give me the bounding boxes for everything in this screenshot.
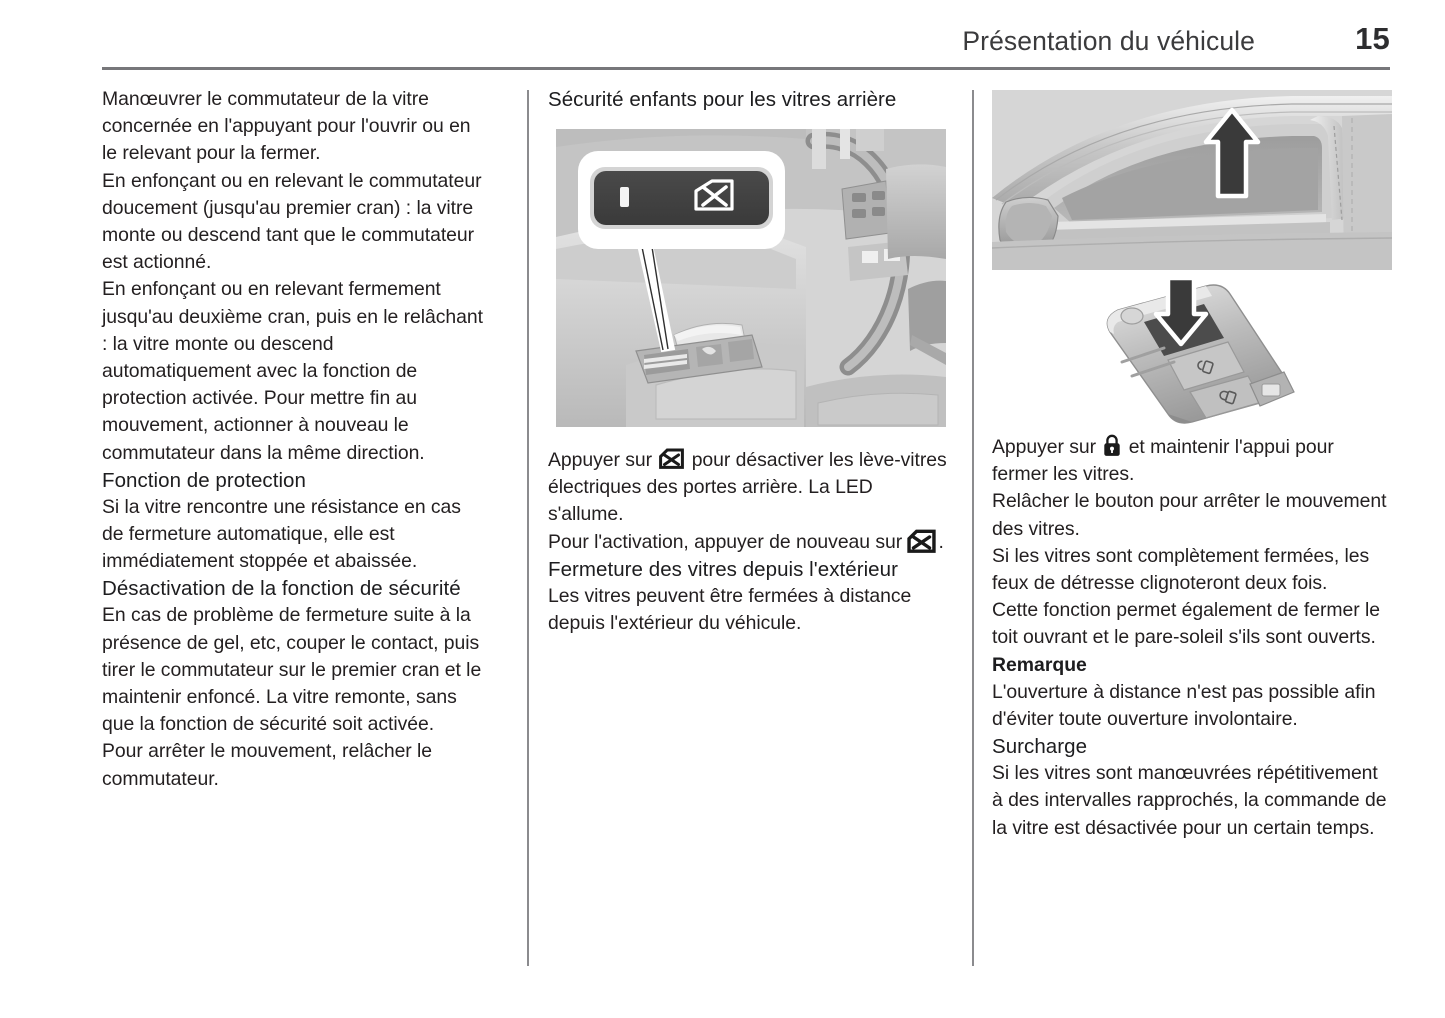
window-x-icon [907, 529, 936, 553]
text-before-lock-icon: Appuyer sur [992, 436, 1096, 458]
text-reactivation-period: . [938, 530, 944, 553]
paragraph-fermeture-exterieur: Les vitres peuvent être fermées à distance depuis l'extérieur du véhicule. [548, 584, 912, 635]
paragraph-lock-button [992, 434, 1392, 488]
column-middle [548, 86, 948, 637]
figure-spacer [548, 427, 948, 447]
paragraph-release-button: Relâcher le bouton pour arrêter le mouvement des vitres. [992, 490, 1387, 540]
text-reactivation: Pour l'activation, appuyer de nouveau sur [548, 530, 903, 553]
door-panel-switch-figure [556, 129, 946, 427]
page-header [102, 21, 1390, 72]
page-title: Présentation du véhicule [962, 26, 1255, 56]
note-body: L'ouverture à distance n'est pas possible afin d'éviter toute ouverture involontaire. [992, 680, 1376, 731]
heading-surcharge: Surcharge [992, 735, 1088, 759]
page-number: 15 [1355, 21, 1390, 56]
text-after-window-x-icon: pour désactiver les lève-vitres électriques des portes arrière. La LED s'allume. [548, 449, 947, 526]
heading-fermeture-exterieur: Fermeture des vitres depuis l'extérieur [548, 557, 898, 581]
paragraph-sunroof: Cette fonction permet également de fermer le toit ouvrant et le pare-soleil s'ils sont ouverts. [992, 599, 1380, 649]
paragraph-protection: Si la vitre rencontre une résistance en cas de fermeture automatique, elle est immédiatement stoppée et abaissée. [102, 495, 461, 573]
paragraph-child-safety-reactivation [548, 529, 948, 556]
car-window-closing-figure [992, 90, 1392, 270]
note-label: Remarque [992, 653, 1087, 676]
column-left [102, 86, 487, 793]
paragraph-maneuver: Manœuvrer le commutateur de la vitre concernée en l'appuyant pour l'ouvrir ou en le relevant pour la fermer. [102, 88, 471, 165]
paragraph-surcharge: Si les vitres sont manœuvrées répétitivement à des intervalles rapprochés, la commande de la vitre est désactivée pour un certain temps. [992, 762, 1387, 839]
paragraph-desactivation-2: Pour arrêter le mouvement, relâcher le commutateur. [102, 740, 433, 790]
header-divider [102, 67, 1390, 70]
padlock-icon [1103, 434, 1121, 457]
column-divider-1 [527, 90, 529, 966]
paragraph-second-detent: En enfonçant ou en relevant fermement jusqu'au deuxième cran, puis en le relâchant : la vitre monte ou descend automatiquement avec la fonction de protection activée. Pour mettre fin au mouvement, actionner à nouveau le commutateur dans la même direction. [102, 278, 483, 464]
paragraph-desactivation-1: En cas de problème de fermeture suite à la présence de gel, etc, couper le contact, puis tirer le commutateur sur le premier cran et le maintenir enfoncé. La vitre remonte, sans que la fonction de sécurité soit activée. [102, 604, 482, 736]
heading-securite-enfants: Sécurité enfants pour les vitres arrière [548, 88, 897, 111]
heading-fonction-de-protection: Fonction de protection [102, 468, 306, 492]
heading-desactivation-securite: Désactivation de la fonction de sécurité [102, 577, 461, 601]
paragraph-child-safety [548, 447, 948, 529]
text-before-window-x-icon: Appuyer sur [548, 449, 652, 471]
paragraph-first-detent: En enfonçant ou en relevant le commutateur doucement (jusqu'au premier cran) : la vitre monte ou descend tant que le commutateur est actionné. [102, 169, 482, 274]
window-x-icon [659, 448, 684, 469]
text-after-lock-icon: et maintenir l'appui pour fermer les vitres. [992, 436, 1334, 486]
column-right [992, 86, 1392, 842]
remote-key-figure [992, 274, 1392, 434]
column-divider-2 [972, 90, 974, 966]
paragraph-hazard-flash: Si les vitres sont complètement fermées, les feux de détresse clignoteront deux fois. [992, 544, 1370, 595]
